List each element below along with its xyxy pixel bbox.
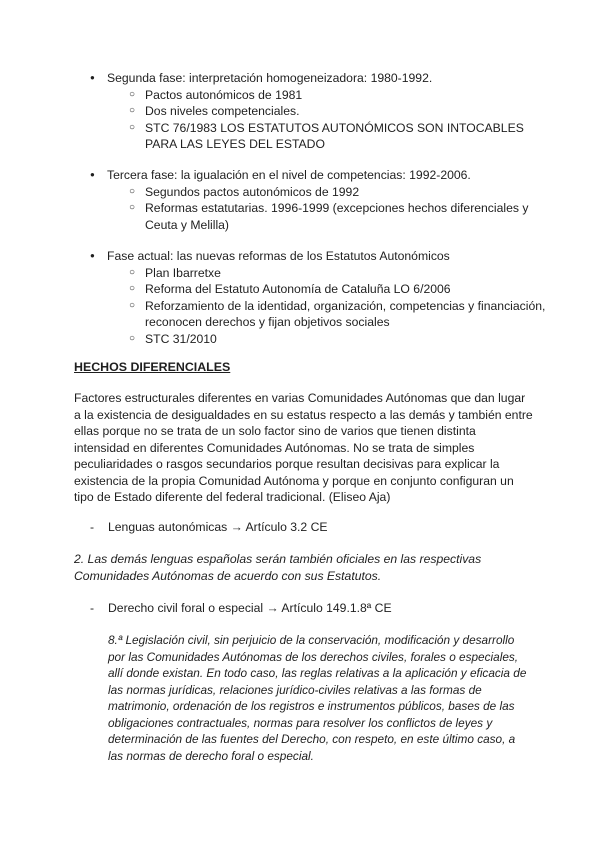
sub-item: ○ Pactos autonómicos de 1981	[107, 87, 550, 104]
phase-title: Fase actual: las nuevas reformas de los Estatutos Autonómicos	[107, 249, 450, 263]
phase-item	[90, 248, 550, 347]
sub-list	[107, 265, 550, 348]
phase-title: Tercera fase: la igualación en el nivel de competencias: 1992-2006.	[107, 168, 471, 182]
point-derecho	[90, 600, 392, 617]
point-lenguas	[90, 519, 328, 536]
sub-item: ○ Reforma del Estatuto Autonomía de Cataluña LO 6/2006	[107, 281, 550, 298]
intro-paragraph: Factores estructurales diferentes en varias Comunidades Autónomas que dan lugar a la existencia de desigualdades en su estatus respecto a las demás y también entre ellas porque no se trata de un solo factor sino de varios que tienen distinta intensidad en diferentes Comunidades Autónomas. No se trata de simples peculiaridades o rasgos secundarios porque resultan decisivas para explicar la existencia de la propia Comunidad Autónoma y porque en conjunto configuran un tipo de Estado diferente del federal tradicional. (Eliseo Aja)	[74, 391, 533, 504]
dash-marker: -	[90, 601, 95, 615]
sub-item: ○ Dos niveles competenciales.	[107, 103, 550, 120]
sub-list	[107, 184, 550, 234]
sub-item: ○ STC 31/2010	[107, 331, 550, 348]
sub-item: ○ STC 76/1983 LOS ESTATUTOS AUTONÓMICOS SON INTOCABLES PARA LAS LEYES DEL ESTADO	[107, 120, 550, 153]
quote-lenguas: 2. Las demás lenguas españolas serán también oficiales en las respectivas Comunidades Autónomas de acuerdo con sus Estatutos.	[74, 552, 482, 583]
sub-item: ○ Plan Ibarretxe	[107, 265, 550, 282]
phase-list-actual	[90, 248, 550, 347]
sub-item: ○ Reforzamiento de la identidad, organización, competencias y financiación, reconocen derechos y fijan objetivos sociales	[107, 298, 550, 331]
section-heading: HECHOS DIFERENCIALES	[74, 360, 231, 374]
phase-item	[90, 70, 550, 153]
sub-list	[107, 87, 550, 153]
phase-list-tercera	[90, 167, 550, 233]
dash-marker: -	[90, 520, 95, 534]
sub-item: ○ Reformas estatutarias. 1996-1999 (excepciones hechos diferenciales y Ceuta y Melilla)	[107, 200, 550, 233]
phase-title: Segunda fase: interpretación homogeneizadora: 1980-1992.	[107, 71, 433, 85]
phase-item	[90, 167, 550, 233]
quote-derecho: 8.ª Legislación civil, sin perjuicio de la conservación, modificación y desarrollo por las Comunidades Autónomas de los derechos civiles, forales o especiales, allí donde existan. En todo caso, las reglas relativas a la aplicación y eficacia de las normas jurídicas, relaciones jurídico-civiles relativas a las formas de matrimonio, ordenación de los registros e instrumentos públicos, bases de las obligaciones contractuales, normas para resolver los conflictos de leyes y determinación de las fuentes del Derecho, con respeto, en este último caso, a las normas de derecho foral o especial.	[108, 633, 527, 763]
point-lenguas-text: Lenguas autonómicas → Artículo 3.2 CE	[108, 520, 328, 534]
phase-list-segunda	[90, 70, 550, 153]
sub-item: ○ Segundos pactos autonómicos de 1992	[107, 184, 550, 201]
point-derecho-text: Derecho civil foral o especial → Artículo 149.1.8ª CE	[108, 601, 392, 615]
